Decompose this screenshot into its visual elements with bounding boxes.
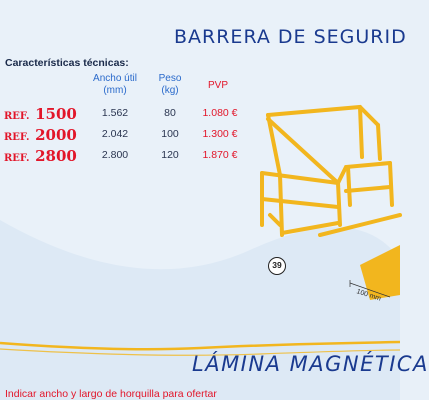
- ancho-value: 2.800: [101, 149, 129, 161]
- figure-number-badge: 39: [268, 257, 286, 275]
- column-header-pvp: PVP: [207, 80, 228, 91]
- ancho-value: 1.562: [101, 107, 129, 119]
- column-header-ancho: Ancho útil (mm): [93, 73, 137, 96]
- ref-code: REF. 1500: [4, 105, 77, 123]
- pvp-value: 1.300 €: [202, 128, 238, 140]
- column-header-peso: Peso (kg): [158, 73, 182, 96]
- table-row: [0, 146, 260, 164]
- pvp-value: 1.870 €: [202, 149, 238, 161]
- section-title: LÁMINA MAGNÉTICA: [192, 352, 429, 376]
- table-row: [0, 125, 260, 143]
- page-title: BARRERA DE SEGURID: [174, 26, 407, 48]
- order-note: Indicar ancho y largo de horquilla para ofertar: [5, 388, 217, 400]
- peso-value: 100: [161, 128, 179, 140]
- table-row: [0, 104, 260, 122]
- specs-label: Características técnicas:: [5, 57, 129, 69]
- ref-code: REF. 2000: [4, 126, 77, 144]
- ref-code: REF. 2800: [4, 147, 77, 165]
- dimension-label: 100 mm: [355, 288, 382, 303]
- barrier-illustration: [250, 95, 400, 310]
- pvp-value: 1.080 €: [202, 107, 238, 119]
- ancho-value: 2.042: [101, 128, 129, 140]
- peso-value: 120: [161, 149, 179, 161]
- peso-value: 80: [164, 107, 176, 119]
